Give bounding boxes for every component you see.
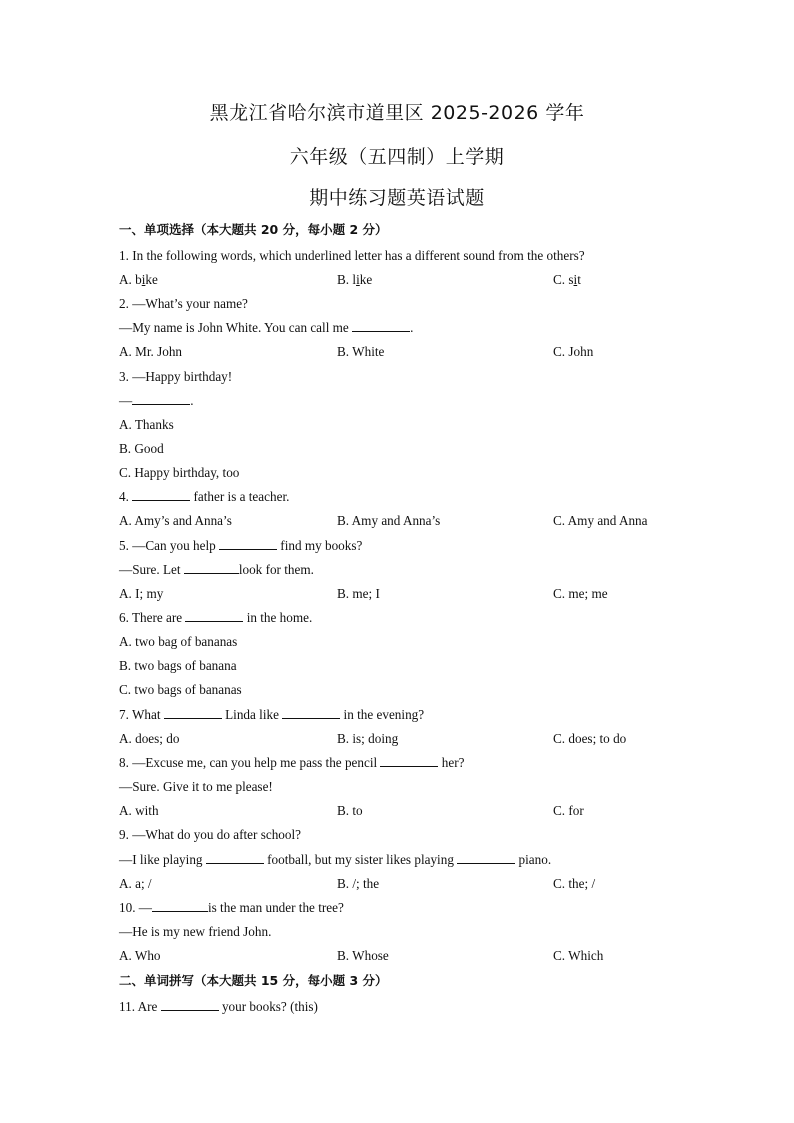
- question-7-option-a: A. does; do: [119, 731, 180, 746]
- question-4-stem: 4. father is a teacher.: [119, 489, 290, 504]
- question-11-stem: 11. Are your books? (this): [119, 999, 318, 1014]
- question-1-option-c: C. sit: [553, 272, 581, 287]
- question-1-option-b: B. like: [337, 272, 373, 287]
- answer-blank: [457, 852, 515, 864]
- question-8-line-2: —Sure. Give it to me please!: [119, 779, 273, 794]
- answer-blank: [352, 320, 410, 332]
- question-5-option-c: C. me; me: [553, 586, 608, 601]
- question-7-option-b: B. is; doing: [337, 731, 399, 746]
- question-9-line-2: —I like playing football, but my sister likes playing piano.: [119, 852, 552, 867]
- question-9-option-a: A. a; /: [119, 876, 152, 891]
- answer-blank: [282, 707, 340, 719]
- answer-blank: [184, 562, 239, 574]
- question-3-line-2: — .: [119, 393, 194, 408]
- answer-blank: [206, 852, 264, 864]
- answer-blank: [380, 755, 438, 767]
- question-2-option-c: C. John: [553, 344, 594, 359]
- question-8-option-a: A. with: [119, 803, 159, 818]
- question-3-option-a: A. Thanks: [119, 417, 174, 432]
- answer-blank: [132, 393, 190, 405]
- section-heading-2: 二、单词拼写（本大题共 15 分，每小题 3 分）: [119, 973, 388, 988]
- answer-blank: [132, 489, 190, 501]
- question-3-option-c: C. Happy birthday, too: [119, 465, 240, 480]
- exam-title-line-3: 期中练习题英语试题: [309, 187, 485, 209]
- section-heading-1: 一、单项选择（本大题共 20 分，每小题 2 分）: [119, 222, 388, 237]
- question-10-line-2: —He is my new friend John.: [119, 924, 272, 939]
- question-4-option-c: C. Amy and Anna: [553, 513, 648, 528]
- question-10-option-c: C. Which: [553, 948, 604, 963]
- question-6-option-b: B. two bags of banana: [119, 658, 237, 673]
- question-5-stem: 5. —Can you help find my books?: [119, 538, 363, 553]
- question-8-option-b: B. to: [337, 803, 363, 818]
- question-2-option-b: B. White: [337, 344, 385, 359]
- question-4-option-b: B. Amy and Anna’s: [337, 513, 441, 528]
- question-10-stem: 10. — is the man under the tree?: [119, 900, 344, 915]
- answer-blank: [164, 707, 222, 719]
- question-5-option-b: B. me; I: [337, 586, 380, 601]
- question-1-stem: 1. In the following words, which underlined letter has a different sound from the others?: [119, 248, 585, 263]
- exam-title-line-1: 黑龙江省哈尔滨市道里区 2025-2026 学年: [209, 102, 585, 124]
- question-10-option-a: A. Who: [119, 948, 161, 963]
- question-5-option-a: A. I; my: [119, 586, 164, 601]
- question-3-stem: 3. —Happy birthday!: [119, 369, 233, 384]
- question-5-line-2: —Sure. Let look for them.: [119, 562, 314, 577]
- question-6-option-a: A. two bag of bananas: [119, 634, 238, 649]
- question-6-option-c: C. two bags of bananas: [119, 682, 242, 697]
- question-10-option-b: B. Whose: [337, 948, 389, 963]
- answer-blank: [219, 538, 277, 550]
- answer-blank: [185, 610, 243, 622]
- question-6-stem: 6. There are in the home.: [119, 610, 313, 625]
- question-8-stem: 8. —Excuse me, can you help me pass the pencil her?: [119, 755, 465, 770]
- question-9-option-c: C. the; /: [553, 876, 596, 891]
- question-2-stem: 2. —What’s your name?: [119, 296, 248, 311]
- question-8-option-c: C. for: [553, 803, 584, 818]
- question-4-option-a: A. Amy’s and Anna’s: [119, 513, 232, 528]
- question-1-option-a: A. bike: [119, 272, 158, 287]
- question-9-option-b: B. /; the: [337, 876, 380, 891]
- answer-blank: [161, 999, 219, 1011]
- question-2-option-a: A. Mr. John: [119, 344, 183, 359]
- question-9-stem: 9. —What do you do after school?: [119, 827, 302, 842]
- question-3-option-b: B. Good: [119, 441, 164, 456]
- question-7-stem: 7. What Linda like in the evening?: [119, 707, 425, 722]
- exam-title-line-2: 六年级（五四制）上学期: [289, 146, 505, 168]
- question-2-line-2: —My name is John White. You can call me .: [119, 320, 414, 335]
- question-7-option-c: C. does; to do: [553, 731, 627, 746]
- answer-blank: [152, 900, 208, 912]
